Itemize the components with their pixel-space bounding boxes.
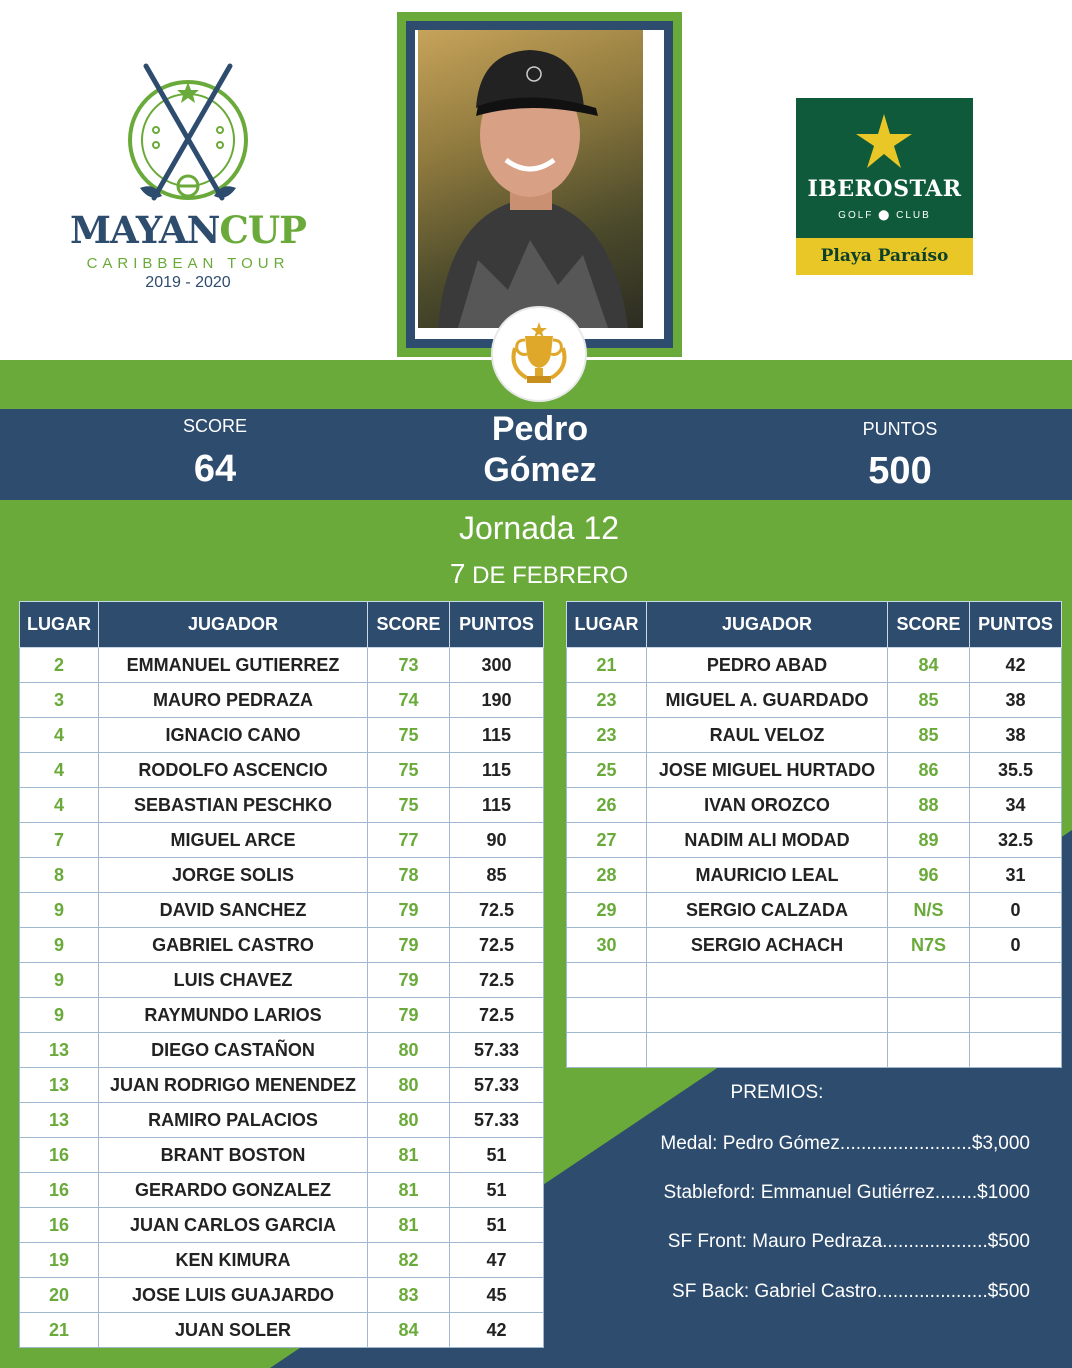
iberostar-logo — [796, 98, 973, 275]
mayan-cup-title — [70, 208, 306, 252]
rank-cell — [567, 963, 647, 998]
table-row — [20, 998, 544, 1033]
score-cell: 89 — [888, 823, 970, 858]
player-cell: DAVID SANCHEZ — [99, 893, 368, 928]
player-cell: PEDRO ABAD — [647, 648, 888, 683]
score-cell: 84 — [888, 648, 970, 683]
points-cell: 31 — [970, 858, 1062, 893]
rank-cell: 25 — [567, 753, 647, 788]
points-cell: 85 — [450, 858, 544, 893]
player-cell: JOSE LUIS GUAJARDO — [99, 1278, 368, 1313]
col-puntos: PUNTOS — [970, 602, 1062, 648]
player-cell: JORGE SOLIS — [99, 858, 368, 893]
mayan-title-part1: MAYAN — [70, 208, 220, 252]
rank-cell: 23 — [567, 683, 647, 718]
player-cell — [647, 963, 888, 998]
table-row — [20, 1173, 544, 1208]
rank-cell: 26 — [567, 788, 647, 823]
player-cell: LUIS CHAVEZ — [99, 963, 368, 998]
winner-first-name: Pedro — [491, 410, 589, 448]
table-row — [567, 718, 1062, 753]
rank-cell: 13 — [20, 1033, 99, 1068]
score-cell: 75 — [368, 718, 450, 753]
table-row — [567, 823, 1062, 858]
score-cell: 77 — [368, 823, 450, 858]
col-score: SCORE — [888, 602, 970, 648]
rank-cell — [567, 1033, 647, 1068]
score-cell: 79 — [368, 893, 450, 928]
score-cell: 80 — [368, 1068, 450, 1103]
rank-cell: 9 — [20, 963, 99, 998]
rank-cell: 19 — [20, 1243, 99, 1278]
points-cell — [970, 998, 1062, 1033]
premios-title: PREMIOS: — [730, 1082, 824, 1103]
table-row — [20, 1103, 544, 1138]
premio-sf-front: SF Front: Mauro Pedraza....................$500 — [667, 1231, 1030, 1252]
premio-stableford: Stableford: Emmanuel Gutiérrez........$1000 — [663, 1182, 1030, 1203]
trophy-badge — [493, 308, 585, 400]
points-cell: 32.5 — [970, 823, 1062, 858]
mayan-cup-logo — [70, 60, 306, 300]
table-body — [20, 648, 544, 1348]
score-cell — [888, 1033, 970, 1068]
player-cell: MAURO PEDRAZA — [99, 683, 368, 718]
winner-photo — [418, 30, 643, 328]
points-cell: 57.33 — [450, 1068, 544, 1103]
points-cell: 72.5 — [450, 963, 544, 998]
score-cell: 80 — [368, 1103, 450, 1138]
points-cell: 42 — [970, 648, 1062, 683]
rank-cell: 13 — [20, 1068, 99, 1103]
table-row — [20, 1278, 544, 1313]
player-cell: GABRIEL CASTRO — [99, 928, 368, 963]
rank-cell: 13 — [20, 1103, 99, 1138]
rank-cell: 29 — [567, 893, 647, 928]
points-cell: 51 — [450, 1138, 544, 1173]
table-row — [20, 928, 544, 963]
winner-last-name: Gómez — [483, 451, 597, 489]
table-row — [20, 1313, 544, 1348]
points-cell: 45 — [450, 1278, 544, 1313]
points-cell: 57.33 — [450, 1103, 544, 1138]
points-cell: 115 — [450, 718, 544, 753]
player-cell: JUAN SOLER — [99, 1313, 368, 1348]
table-row — [567, 1033, 1062, 1068]
player-cell: RAYMUNDO LARIOS — [99, 998, 368, 1033]
rank-cell: 16 — [20, 1208, 99, 1243]
rank-cell: 30 — [567, 928, 647, 963]
rank-cell — [567, 998, 647, 1033]
rank-cell: 4 — [20, 753, 99, 788]
rank-cell: 9 — [20, 998, 99, 1033]
points-cell: 72.5 — [450, 928, 544, 963]
score-cell: 88 — [888, 788, 970, 823]
col-score: SCORE — [368, 602, 450, 648]
date-month: DE FEBRERO — [465, 562, 629, 589]
player-cell: JOSE MIGUEL HURTADO — [647, 753, 888, 788]
col-puntos: PUNTOS — [450, 602, 544, 648]
player-cell: MIGUEL A. GUARDADO — [647, 683, 888, 718]
score-cell: 74 — [368, 683, 450, 718]
col-lugar: LUGAR — [567, 602, 647, 648]
table-row — [567, 893, 1062, 928]
table-row — [567, 858, 1062, 893]
winner-score: 64 — [193, 448, 237, 490]
rank-cell: 7 — [20, 823, 99, 858]
player-cell: MIGUEL ARCE — [99, 823, 368, 858]
points-cell: 0 — [970, 928, 1062, 963]
score-cell: 84 — [368, 1313, 450, 1348]
table-row — [20, 753, 544, 788]
score-cell: 81 — [368, 1173, 450, 1208]
player-cell: IVAN OROZCO — [647, 788, 888, 823]
score-cell: 79 — [368, 963, 450, 998]
col-jugador: JUGADOR — [647, 602, 888, 648]
jornada-title: Jornada 12 — [458, 510, 620, 546]
points-cell: 72.5 — [450, 893, 544, 928]
rank-cell: 23 — [567, 718, 647, 753]
table-header-row — [567, 602, 1062, 648]
rank-cell: 16 — [20, 1173, 99, 1208]
player-cell: BRANT BOSTON — [99, 1138, 368, 1173]
results-table-right — [566, 601, 1062, 1068]
winner-points: 500 — [868, 450, 932, 492]
points-cell: 34 — [970, 788, 1062, 823]
table-body — [567, 648, 1062, 1068]
rank-cell: 9 — [20, 893, 99, 928]
table-row — [20, 1208, 544, 1243]
rank-cell: 28 — [567, 858, 647, 893]
rank-cell: 8 — [20, 858, 99, 893]
score-cell: 79 — [368, 998, 450, 1033]
trophy-icon — [493, 308, 585, 400]
points-cell: 190 — [450, 683, 544, 718]
table-row — [567, 928, 1062, 963]
points-cell: 38 — [970, 683, 1062, 718]
table-row — [567, 788, 1062, 823]
player-cell: GERARDO GONZALEZ — [99, 1173, 368, 1208]
event-date — [400, 558, 678, 590]
table-row — [20, 963, 544, 998]
score-cell: 73 — [368, 648, 450, 683]
points-cell: 115 — [450, 788, 544, 823]
rank-cell: 20 — [20, 1278, 99, 1313]
player-cell: JUAN CARLOS GARCIA — [99, 1208, 368, 1243]
player-cell: RODOLFO ASCENCIO — [99, 753, 368, 788]
score-cell: 75 — [368, 788, 450, 823]
date-day: 7 — [449, 558, 466, 589]
player-cell: DIEGO CASTAÑON — [99, 1033, 368, 1068]
score-cell: N/S — [888, 893, 970, 928]
winner-score-label: SCORE — [182, 416, 247, 436]
table-row — [20, 1033, 544, 1068]
rank-cell: 3 — [20, 683, 99, 718]
score-cell: 81 — [368, 1208, 450, 1243]
player-cell: KEN KIMURA — [99, 1243, 368, 1278]
table-row — [20, 683, 544, 718]
score-cell: 79 — [368, 928, 450, 963]
col-jugador: JUGADOR — [99, 602, 368, 648]
player-cell: RAMIRO PALACIOS — [99, 1103, 368, 1138]
player-cell: JUAN RODRIGO MENENDEZ — [99, 1068, 368, 1103]
score-cell — [888, 963, 970, 998]
table-row — [20, 893, 544, 928]
premio-sf-back: SF Back: Gabriel Castro.....................$500 — [672, 1281, 1030, 1302]
player-cell: SEBASTIAN PESCHKO — [99, 788, 368, 823]
points-cell: 72.5 — [450, 998, 544, 1033]
score-cell: 85 — [888, 683, 970, 718]
table-row — [20, 1138, 544, 1173]
winner-points-label: PUNTOS — [862, 419, 938, 439]
player-cell: MAURICIO LEAL — [647, 858, 888, 893]
score-cell: 85 — [888, 718, 970, 753]
points-cell: 90 — [450, 823, 544, 858]
table-row — [20, 823, 544, 858]
table-row — [567, 683, 1062, 718]
table-row — [567, 753, 1062, 788]
iberostar-golf-club: GOLF ⬤ CLUB — [838, 210, 931, 221]
rank-cell: 4 — [20, 788, 99, 823]
iberostar-name: IBEROSTAR — [807, 176, 962, 202]
rank-cell: 27 — [567, 823, 647, 858]
points-cell: 0 — [970, 893, 1062, 928]
star-icon — [177, 82, 199, 103]
winner-portrait — [418, 30, 643, 328]
winner-photo-frame — [397, 12, 682, 357]
table-header-row — [20, 602, 544, 648]
table-row — [20, 858, 544, 893]
score-cell: 75 — [368, 753, 450, 788]
table-row — [567, 998, 1062, 1033]
mayan-title-part2: CUP — [219, 208, 306, 252]
rank-cell: 21 — [567, 648, 647, 683]
mayan-cup-subtitle: CARIBBEAN TOUR — [86, 255, 290, 272]
points-cell: 51 — [450, 1208, 544, 1243]
points-cell: 38 — [970, 718, 1062, 753]
score-cell — [888, 998, 970, 1033]
premio-medal: Medal: Pedro Gómez.........................$3,000 — [660, 1133, 1030, 1154]
score-cell: 83 — [368, 1278, 450, 1313]
table-row — [567, 963, 1062, 998]
player-cell — [647, 1033, 888, 1068]
table-row — [20, 1243, 544, 1278]
rank-cell: 21 — [20, 1313, 99, 1348]
score-cell: 81 — [368, 1138, 450, 1173]
points-cell: 51 — [450, 1173, 544, 1208]
points-cell: 115 — [450, 753, 544, 788]
star-icon — [854, 112, 914, 172]
points-cell: 300 — [450, 648, 544, 683]
rank-cell: 9 — [20, 928, 99, 963]
player-cell: EMMANUEL GUTIERREZ — [99, 648, 368, 683]
points-cell: 47 — [450, 1243, 544, 1278]
score-cell: 82 — [368, 1243, 450, 1278]
col-lugar: LUGAR — [20, 602, 99, 648]
table-row — [567, 648, 1062, 683]
score-cell: N7S — [888, 928, 970, 963]
golf-clubs-icon — [118, 60, 258, 210]
player-cell — [647, 998, 888, 1033]
rank-cell: 4 — [20, 718, 99, 753]
table-row — [20, 788, 544, 823]
score-cell: 80 — [368, 1033, 450, 1068]
mayan-cup-years: 2019 - 2020 — [145, 274, 231, 291]
table-row — [20, 648, 544, 683]
rank-cell: 16 — [20, 1138, 99, 1173]
points-cell — [970, 963, 1062, 998]
player-cell: NADIM ALI MODAD — [647, 823, 888, 858]
results-table-left — [19, 601, 544, 1348]
player-cell: RAUL VELOZ — [647, 718, 888, 753]
table-row — [20, 1068, 544, 1103]
player-cell: SERGIO ACHACH — [647, 928, 888, 963]
points-cell: 42 — [450, 1313, 544, 1348]
player-cell: SERGIO CALZADA — [647, 893, 888, 928]
iberostar-location: Playa Paraíso — [796, 238, 973, 275]
score-cell: 86 — [888, 753, 970, 788]
score-cell: 96 — [888, 858, 970, 893]
player-cell: IGNACIO CANO — [99, 718, 368, 753]
rank-cell: 2 — [20, 648, 99, 683]
points-cell: 57.33 — [450, 1033, 544, 1068]
table-row — [20, 718, 544, 753]
points-cell — [970, 1033, 1062, 1068]
points-cell: 35.5 — [970, 753, 1062, 788]
score-cell: 78 — [368, 858, 450, 893]
